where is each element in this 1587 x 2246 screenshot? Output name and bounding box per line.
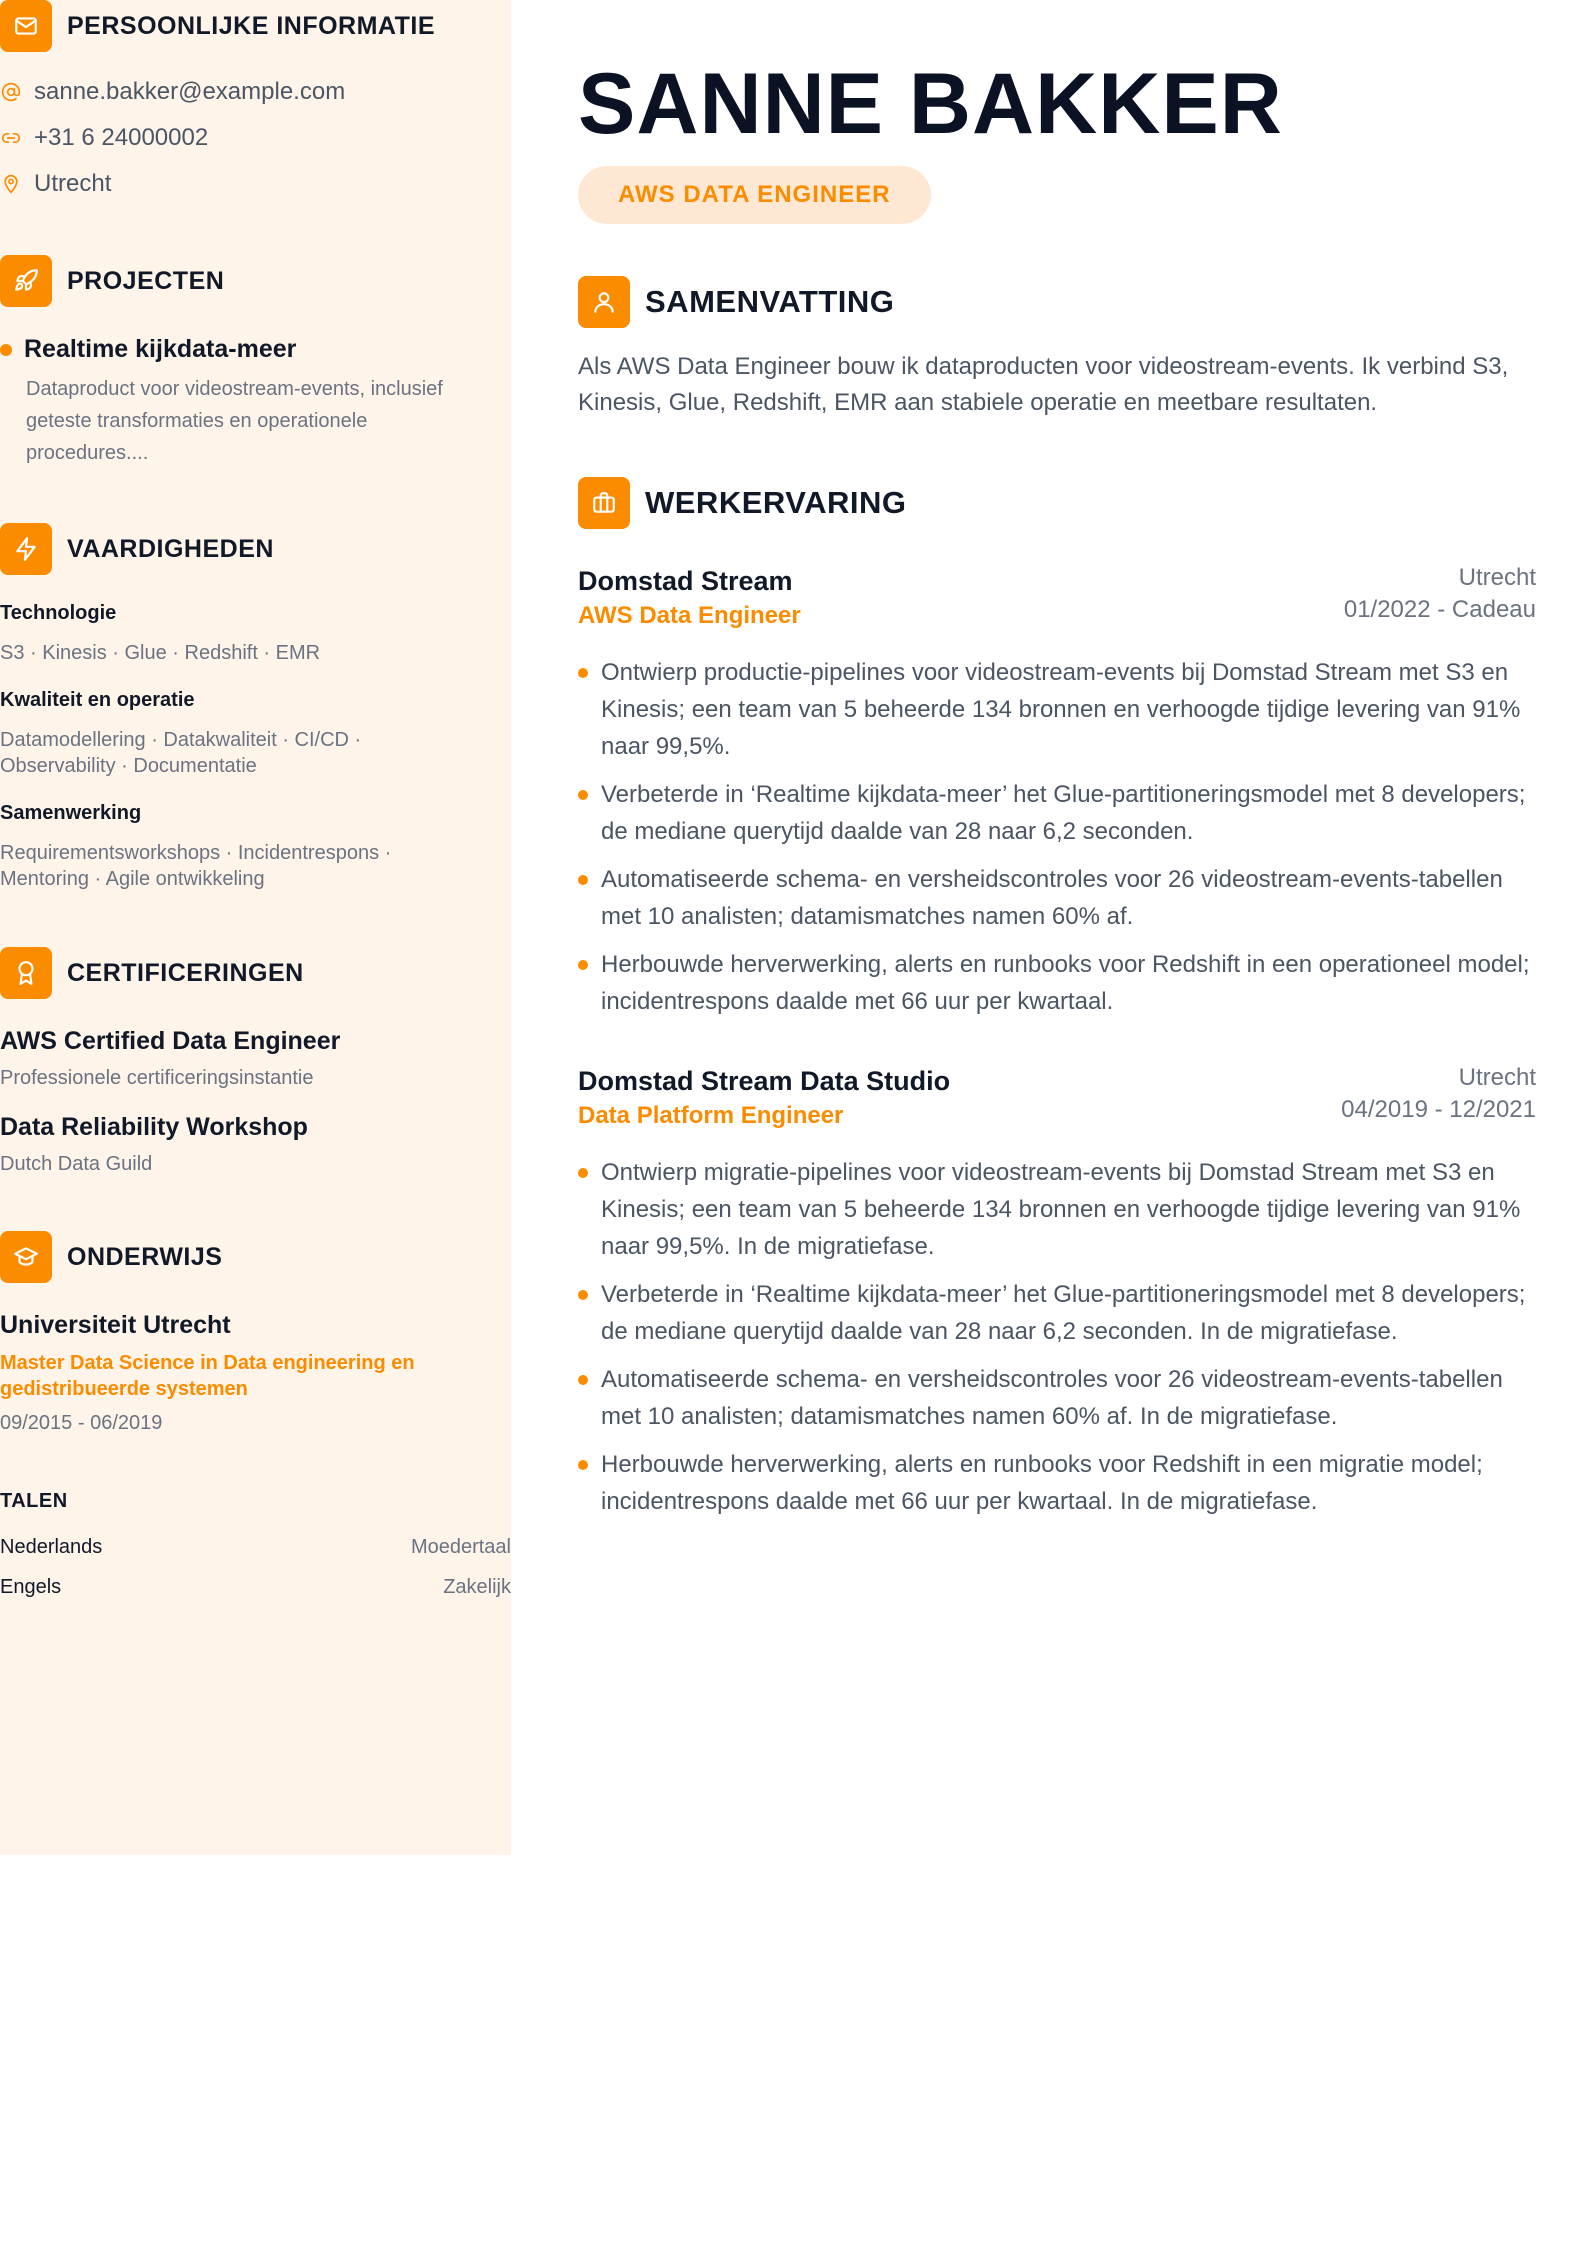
experience-title: WERKERVARING: [645, 485, 907, 520]
language-level: Zakelijk: [443, 1576, 511, 1598]
mail-icon: [0, 0, 52, 52]
experience-header: [578, 477, 906, 529]
sidebar: [0, 0, 511, 1855]
job-company: Domstad Stream Data Studio: [578, 1066, 951, 1096]
job-location: Utrecht: [1458, 564, 1536, 591]
education-school: Universiteit Utrecht: [0, 1311, 231, 1339]
job-dates: 01/2022 - Cadeau: [1343, 596, 1536, 623]
summary-title: SAMENVATTING: [645, 284, 895, 319]
personal-info-title: PERSOONLIJKE INFORMATIE: [67, 11, 436, 40]
job-bullet: Automatiseerde schema- en versheidscontroles voor 26 videostream-events-tabellen met 10 analisten; datamismatches namen 60% af. In de migratiefase.: [578, 1361, 1536, 1435]
contact-email[interactable]: [0, 78, 345, 106]
personal-info-header: [0, 0, 435, 52]
summary-header: [578, 276, 894, 328]
job-title: Data Platform Engineer: [578, 1102, 844, 1129]
map-pin-icon: [0, 173, 22, 195]
job-bullets: [578, 1154, 1536, 1531]
briefcase-icon: [578, 477, 630, 529]
language-row: [0, 1576, 511, 1599]
link-icon: [0, 127, 22, 149]
job-bullet: Verbeterde in ‘Realtime kijkdata-meer’ het Glue-partitioneringsmodel met 8 developers; de mediane querytijd daalde van 28 naar 6,2 seconden.: [578, 776, 1536, 850]
job-title: AWS Data Engineer: [578, 602, 801, 629]
job-company: Domstad Stream: [578, 566, 793, 596]
skill-list: S3 · Kinesis · Glue · Redshift · EMR: [0, 642, 321, 664]
projects-header: [0, 255, 224, 307]
language-name: Nederlands: [0, 1536, 103, 1558]
job-location: Utrecht: [1458, 1064, 1536, 1091]
certifications-header: [0, 947, 304, 999]
job-bullet: Herbouwde herverwerking, alerts en runbooks voor Redshift in een operationeel model; incidentrespons daalde met 66 uur per kwartaal.: [578, 946, 1536, 1020]
summary-text: Als AWS Data Engineer bouw ik dataproducten voor videostream-events. Ik verbind S3, Kinesis, Glue, Redshift, EMR aan stabiele operatie en meetbare resultaten.: [578, 353, 1509, 416]
job-bullets: [578, 654, 1536, 1031]
contact-phone[interactable]: [0, 124, 208, 152]
projects-title: PROJECTEN: [67, 266, 225, 295]
job-bullet: Verbeterde in ‘Realtime kijkdata-meer’ het Glue-partitioneringsmodel met 8 developers; de mediane querytijd daalde van 28 naar 6,2 seconden. In de migratiefase.: [578, 1276, 1536, 1350]
language-level: Moedertaal: [410, 1536, 511, 1558]
skill-category: Technologie: [0, 602, 117, 624]
education-title: ONDERWIJS: [67, 1242, 223, 1271]
certifications-title: CERTIFICERINGEN: [67, 958, 304, 987]
language-name: Engels: [0, 1576, 62, 1598]
skill-category: Kwaliteit en operatie: [0, 689, 195, 711]
graduation-cap-icon: [0, 1231, 52, 1283]
project-name-text: Realtime kijkdata-meer: [24, 335, 297, 363]
language-row: [0, 1536, 511, 1559]
location-text: Utrecht: [34, 170, 112, 197]
person-name: SANNE BAKKER: [578, 56, 1283, 152]
skill-list: Requirementsworkshops · Incidentrespons · Mentoring · Agile ontwikkeling: [0, 842, 392, 890]
skills-title: VAARDIGHEDEN: [67, 534, 274, 563]
cert-issuer: Professionele certificeringsinstantie: [0, 1067, 314, 1089]
phone-text: +31 6 24000002: [34, 124, 209, 151]
at-icon: [0, 81, 22, 103]
email-text: sanne.bakker@example.com: [34, 78, 346, 105]
role-badge: AWS DATA ENGINEER: [578, 166, 931, 224]
education-header: [0, 1231, 222, 1283]
skill-list: Datamodellering · Datakwaliteit · CI/CD · Observability · Documentatie: [0, 729, 362, 777]
cert-name: Data Reliability Workshop: [0, 1113, 308, 1141]
cert-issuer: Dutch Data Guild: [0, 1153, 153, 1175]
skills-header: [0, 523, 274, 575]
skill-category: Samenwerking: [0, 802, 142, 824]
job-bullet: Automatiseerde schema- en versheidscontroles voor 26 videostream-events-tabellen met 10 analisten; datamismatches namen 60% af.: [578, 861, 1536, 935]
bullet-dot: [0, 344, 12, 356]
award-icon: [0, 947, 52, 999]
bolt-icon: [0, 523, 52, 575]
rocket-icon: [0, 255, 52, 307]
languages-title: TALEN: [0, 1490, 68, 1512]
project-name: [0, 335, 296, 364]
job-bullet: Ontwierp productie-pipelines voor videostream-events bij Domstad Stream met S3 en Kinesis; een team van 5 beheerde 134 bronnen en verhoogde tijdige levering van 91% naar 99,5%.: [578, 654, 1536, 765]
education-dates: 09/2015 - 06/2019: [0, 1412, 163, 1434]
education-degree: Master Data Science in Data engineering en gedistribueerde systemen: [0, 1352, 415, 1400]
job-bullet: Ontwierp migratie-pipelines voor videostream-events bij Domstad Stream met S3 en Kinesis; een team van 5 beheerde 134 bronnen en verhoogde tijdige levering van 91% naar 99,5%. In de migratiefase.: [578, 1154, 1536, 1265]
contact-location: [0, 170, 111, 198]
job-bullet: Herbouwde herverwerking, alerts en runbooks voor Redshift in een migratie model; incidentrespons daalde met 66 uur per kwartaal. In de migratiefase.: [578, 1446, 1536, 1520]
cert-name: AWS Certified Data Engineer: [0, 1027, 341, 1055]
user-icon: [578, 276, 630, 328]
job-dates: 04/2019 - 12/2021: [1341, 1096, 1536, 1123]
project-description: Dataproduct voor videostream-events, inclusief geteste transformaties en operationele procedures....: [26, 378, 443, 464]
